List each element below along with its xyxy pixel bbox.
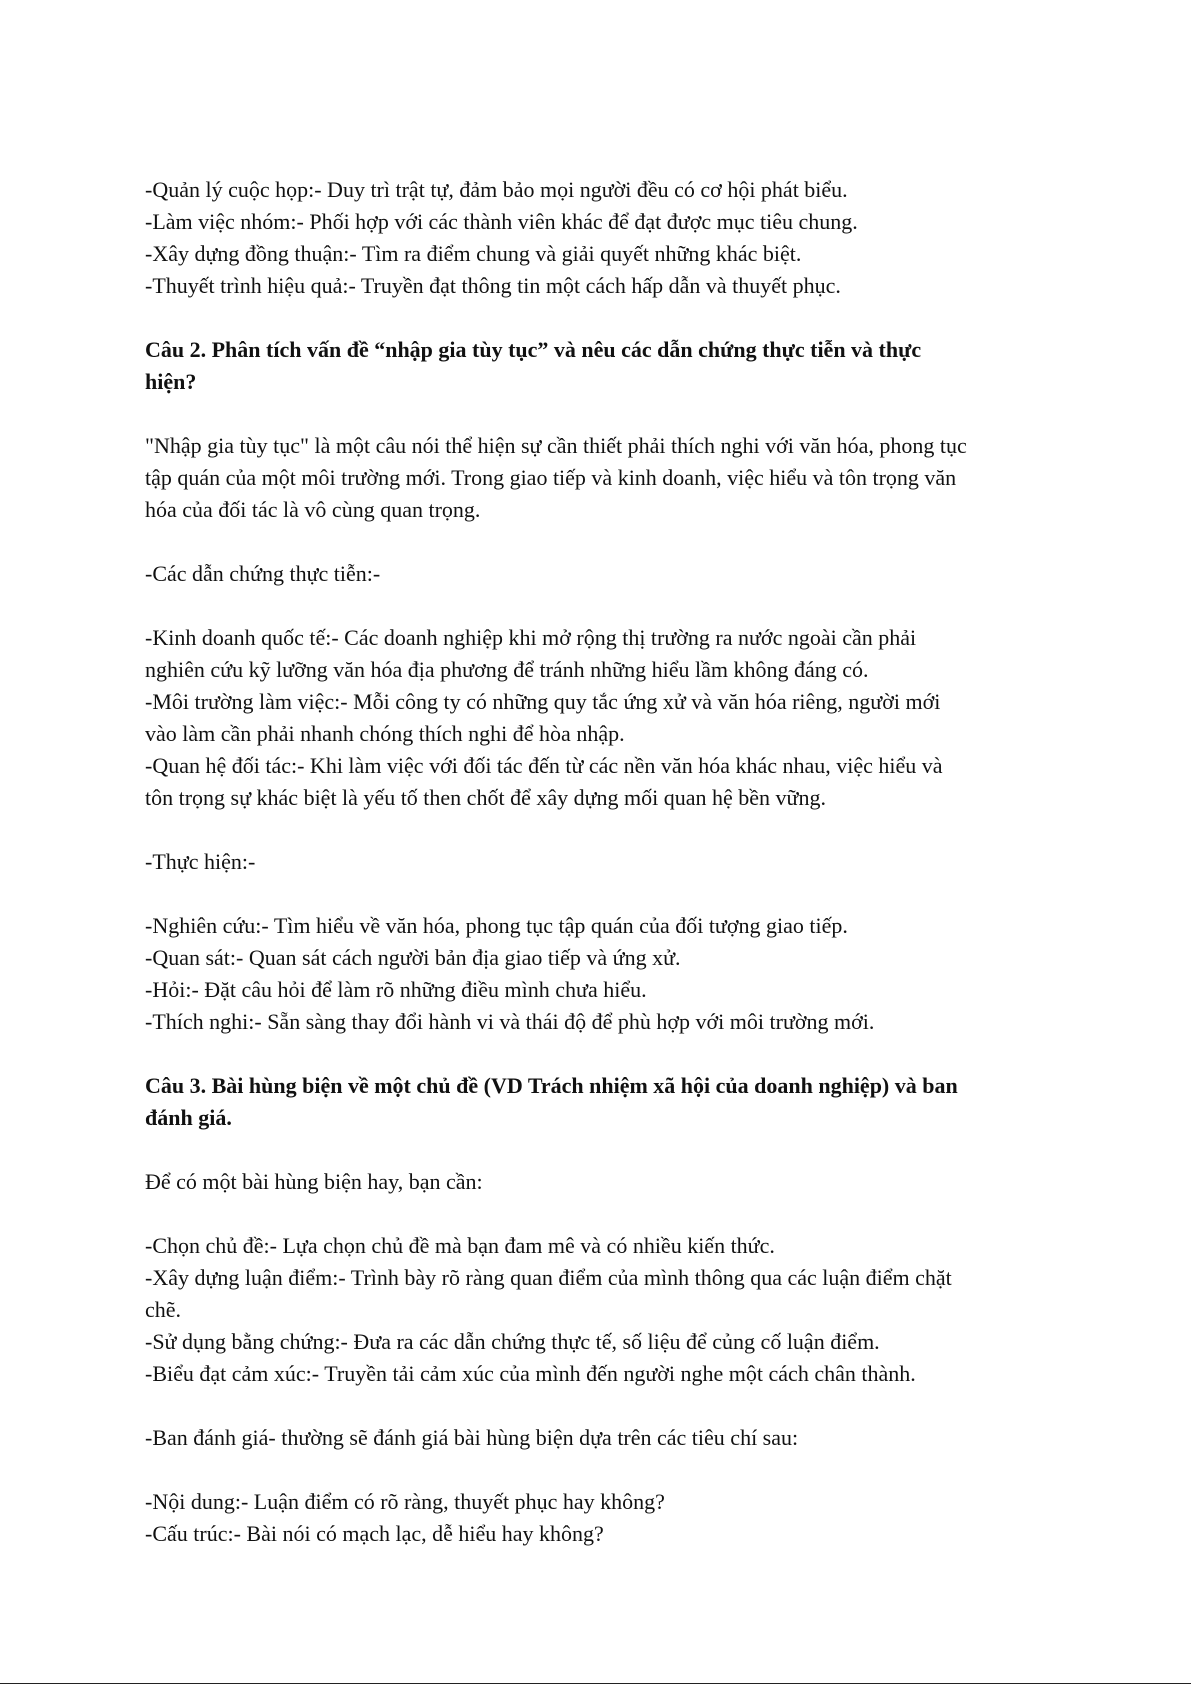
practice-title: [145, 846, 1065, 878]
speech-tips-list: [145, 1230, 1065, 1390]
list-item: -Cấu trúc:- Bài nói có mạch lạc, dễ hiểu hay không?: [145, 1521, 604, 1546]
list-item: -Biểu đạt cảm xúc:- Truyền tải cảm xúc của mình đến người nghe một cách chân thành.: [145, 1361, 916, 1386]
list-item: vào làm cần phải nhanh chóng thích nghi để hòa nhập.: [145, 721, 625, 746]
list-item: tôn trọng sự khác biệt là yếu tố then chốt để xây dựng mối quan hệ bền vững.: [145, 785, 826, 810]
paragraph-line: tập quán của một môi trường mới. Trong giao tiếp và kinh doanh, việc hiểu và tôn trọng văn: [145, 465, 957, 490]
spacer: [145, 1198, 1065, 1230]
list-item: -Nghiên cứu:- Tìm hiểu về văn hóa, phong tục tập quán của đối tượng giao tiếp.: [145, 913, 848, 938]
spacer: [145, 526, 1065, 558]
list-item: -Kinh doanh quốc tế:- Các doanh nghiệp khi mở rộng thị trường ra nước ngoài cần phải: [145, 625, 917, 650]
section-label: -Thực hiện:-: [145, 849, 256, 874]
list-item: -Xây dựng luận điểm:- Trình bày rõ ràng quan điểm của mình thông qua các luận điểm chặt: [145, 1265, 952, 1290]
evidence-list: [145, 622, 1065, 814]
practice-list: [145, 910, 1065, 1038]
spacer: [145, 398, 1065, 430]
spacer: [145, 1134, 1065, 1166]
paragraph-line: -Ban đánh giá- thường sẽ đánh giá bài hùng biện dựa trên các tiêu chí sau:: [145, 1425, 799, 1450]
spacer: [145, 878, 1065, 910]
document-content: [145, 174, 1065, 1550]
list-item: -Làm việc nhóm:- Phối hợp với các thành viên khác để đạt được mục tiêu chung.: [145, 209, 858, 234]
question-2-heading: [145, 334, 1065, 398]
list-item: -Hỏi:- Đặt câu hỏi để làm rõ những điều mình chưa hiểu.: [145, 977, 647, 1002]
spacer: [145, 590, 1065, 622]
spacer: [145, 814, 1065, 846]
list-item: nghiên cứu kỹ lưỡng văn hóa địa phương để tránh những hiểu lầm không đáng có.: [145, 657, 869, 682]
question-3-heading: [145, 1070, 1065, 1134]
evidence-title: [145, 558, 1065, 590]
list-item: -Quan hệ đối tác:- Khi làm việc với đối tác đến từ các nền văn hóa khác nhau, việc hiểu và: [145, 753, 943, 778]
heading-line: hiện?: [145, 369, 197, 394]
paragraph-line: Để có một bài hùng biện hay, bạn cần:: [145, 1169, 483, 1194]
list-item: -Chọn chủ đề:- Lựa chọn chủ đề mà bạn đam mê và có nhiều kiến thức.: [145, 1233, 775, 1258]
heading-line: đánh giá.: [145, 1105, 232, 1130]
skills-list: [145, 174, 1065, 302]
list-item: chẽ.: [145, 1297, 182, 1322]
page-bottom-divider: [0, 1683, 1191, 1684]
paragraph-line: hóa của đối tác là vô cùng quan trọng.: [145, 497, 481, 522]
spacer: [145, 302, 1065, 334]
list-item: -Thích nghi:- Sẵn sàng thay đổi hành vi và thái độ để phù hợp với môi trường mới.: [145, 1009, 875, 1034]
spacer: [145, 1390, 1065, 1422]
list-item: -Quan sát:- Quan sát cách người bản địa giao tiếp và ứng xử.: [145, 945, 681, 970]
paragraph-line: "Nhập gia tùy tục" là một câu nói thể hiện sự cần thiết phải thích nghi với văn hóa, phong tục: [145, 433, 967, 458]
spacer: [145, 1038, 1065, 1070]
question-2-intro: [145, 430, 1065, 526]
heading-line: Câu 3. Bài hùng biện về một chủ đề (VD Trách nhiệm xã hội của doanh nghiệp) và ban: [145, 1073, 958, 1098]
question-3-intro: [145, 1166, 1065, 1198]
list-item: -Xây dựng đồng thuận:- Tìm ra điểm chung và giải quyết những khác biệt.: [145, 241, 802, 266]
list-item: -Quản lý cuộc họp:- Duy trì trật tự, đảm bảo mọi người đều có cơ hội phát biểu.: [145, 177, 848, 202]
criteria-list: [145, 1486, 1065, 1550]
list-item: -Sử dụng bằng chứng:- Đưa ra các dẫn chứng thực tế, số liệu để củng cố luận điểm.: [145, 1329, 880, 1354]
list-item: -Môi trường làm việc:- Mỗi công ty có những quy tắc ứng xử và văn hóa riêng, người mới: [145, 689, 941, 714]
list-item: -Nội dung:- Luận điểm có rõ ràng, thuyết phục hay không?: [145, 1489, 665, 1514]
spacer: [145, 1454, 1065, 1486]
judges-intro: [145, 1422, 1065, 1454]
heading-line: Câu 2. Phân tích vấn đề “nhập gia tùy tục” và nêu các dẫn chứng thực tiễn và thực: [145, 337, 922, 362]
list-item: -Thuyết trình hiệu quả:- Truyền đạt thông tin một cách hấp dẫn và thuyết phục.: [145, 273, 841, 298]
section-label: -Các dẫn chứng thực tiễn:-: [145, 561, 381, 586]
